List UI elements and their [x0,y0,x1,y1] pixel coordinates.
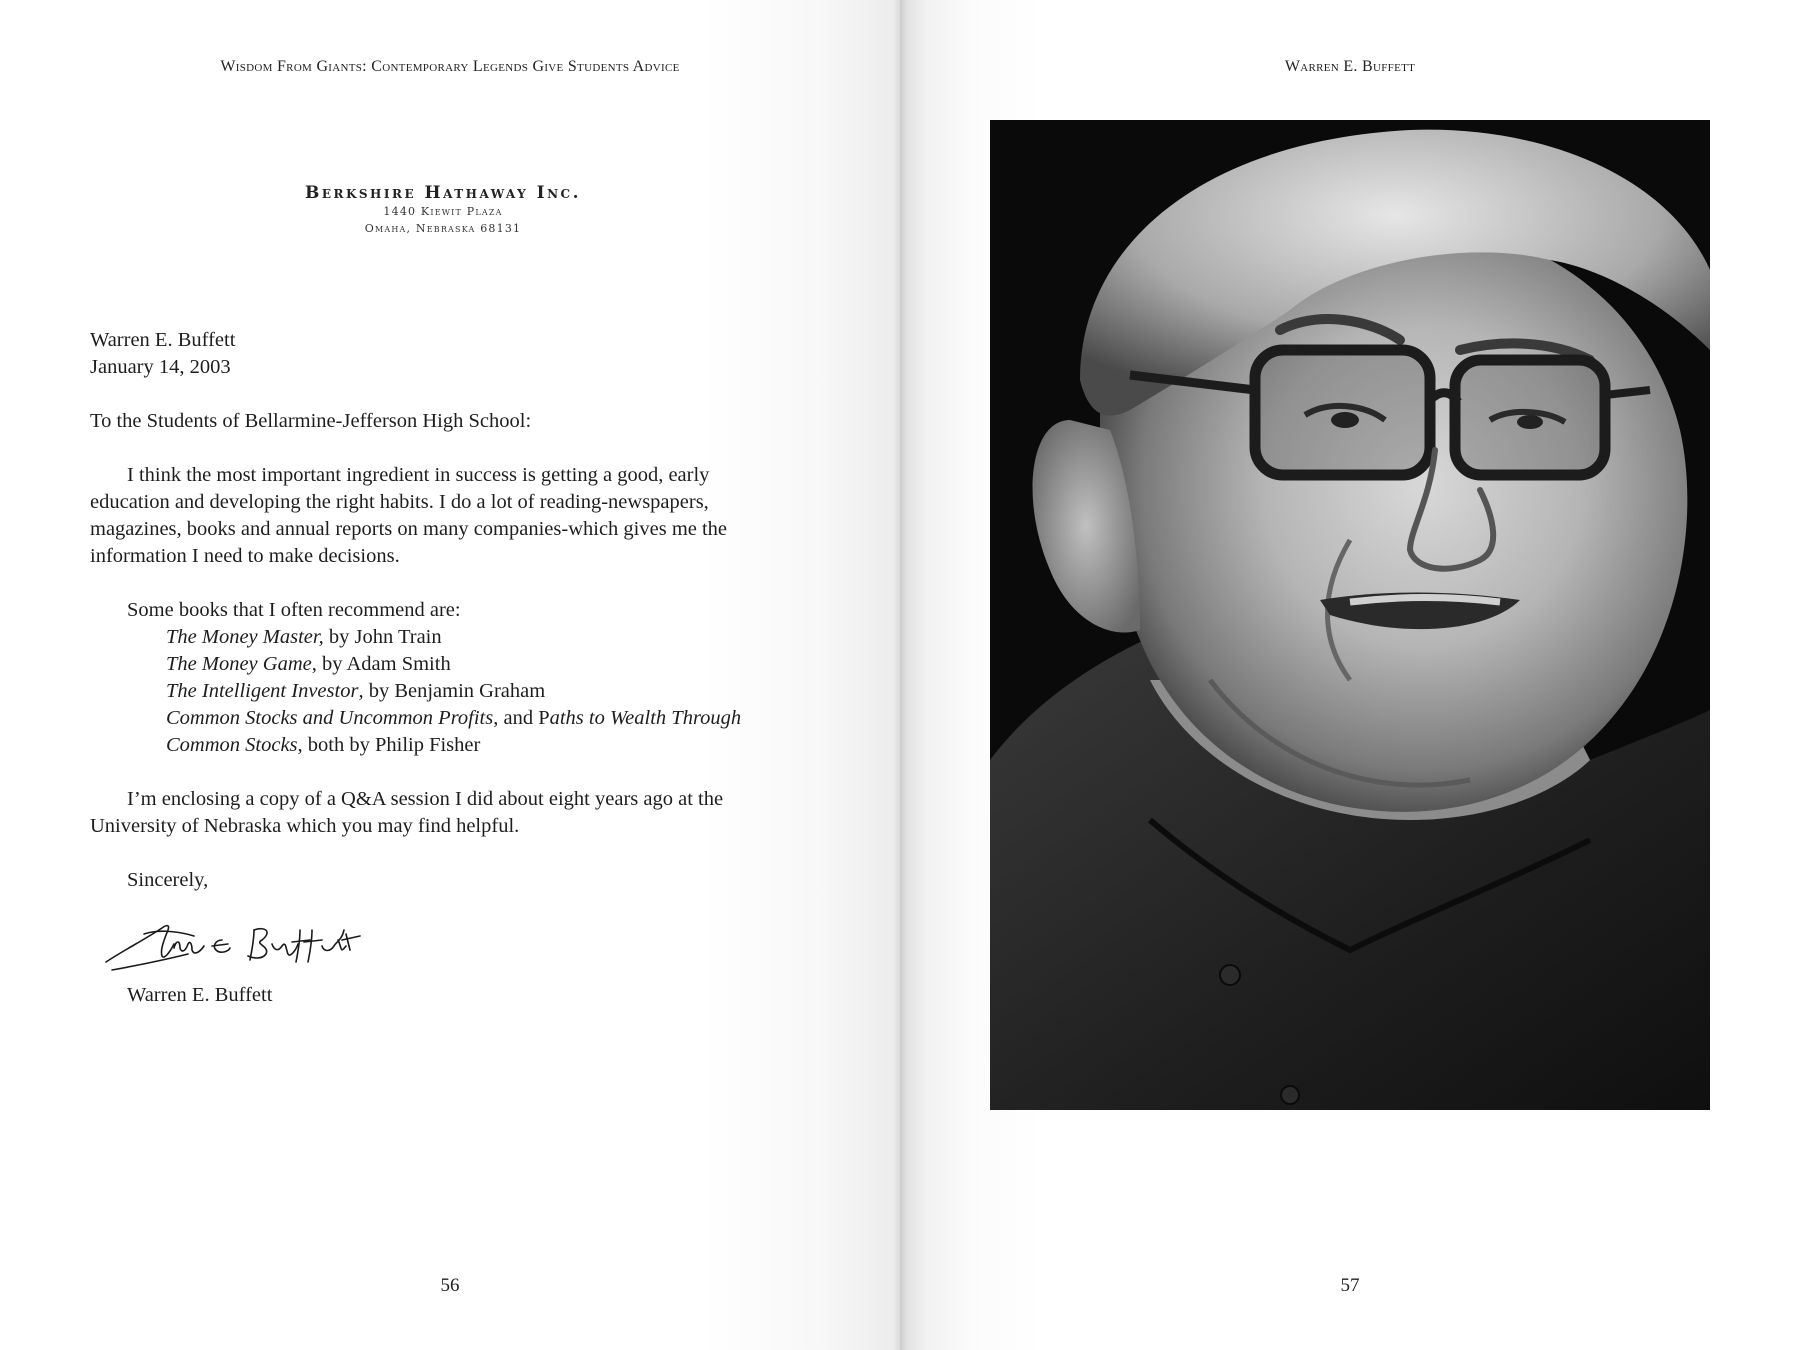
letter-body [90,327,780,1009]
paragraph-1: I think the most important ingredient in success is getting a good, early education and developing the right habits. I do a lot of reading-newspapers, magazines, books and annual reports on many companies-which gives me the information I need to make decisions. [90,464,728,567]
handwritten-signature [104,894,780,982]
letter-date: January 14, 2003 [90,356,231,378]
running-head-right-text: Warren E. Buffett [1284,58,1416,75]
book-list-item [90,651,780,678]
book-author: , both by Philip Fisher [297,734,481,756]
page-number-left-text: 56 [440,1275,460,1296]
book-list-item [90,624,780,651]
page-number-right-text: 57 [1340,1275,1360,1296]
closing: Sincerely, [127,869,209,891]
book-author: , by Adam Smith [311,653,451,675]
book-list-item [90,678,780,705]
letterhead-address-1: 1440 Kiewit Plaza [383,205,503,218]
books-intro: Some books that I often recommend are: [127,599,461,621]
book-title: The Money Game [166,653,312,675]
page-number-right [900,1275,1800,1297]
portrait-illustration [990,120,1710,1110]
book-author: by John Train [323,626,442,648]
book-title: The Money Master, [166,626,324,648]
paragraph-2: I’m enclosing a copy of a Q&A session I did about eight years ago at the University of Nebraska which you may find helpful. [90,788,724,837]
letterhead-address-2: Omaha, Nebraska 68131 [364,222,522,235]
signed-name: Warren E. Buffett [127,984,273,1006]
running-head-left-text: Wisdom From Giants: Contemporary Legends Give Students Advice [220,58,680,75]
book-author: , by Benjamin Graham [358,680,546,702]
book-title: Common Stocks [166,734,298,756]
right-page [900,0,1800,1350]
book-connector: , and P [493,707,550,729]
book-title: Common Stocks and Uncommon Profits [166,707,494,729]
signature-drawing [104,900,394,980]
salutation: To the Students of Bellarmine-Jefferson High School: [90,410,532,432]
book-list-item-continued [90,732,780,759]
running-head-right [900,58,1800,76]
book-title: aths to Wealth Through [549,707,742,729]
running-head-left [0,58,900,76]
letterhead-company: Berkshire Hathaway Inc. [304,183,582,203]
book-gutter [893,0,907,1350]
page-number-left [0,1275,900,1297]
letterhead [282,183,604,237]
book-title: The Intelligent Investor [166,680,359,702]
book-list-item [90,705,780,732]
portrait-photo [990,120,1710,1110]
sender-name: Warren E. Buffett [90,329,236,351]
